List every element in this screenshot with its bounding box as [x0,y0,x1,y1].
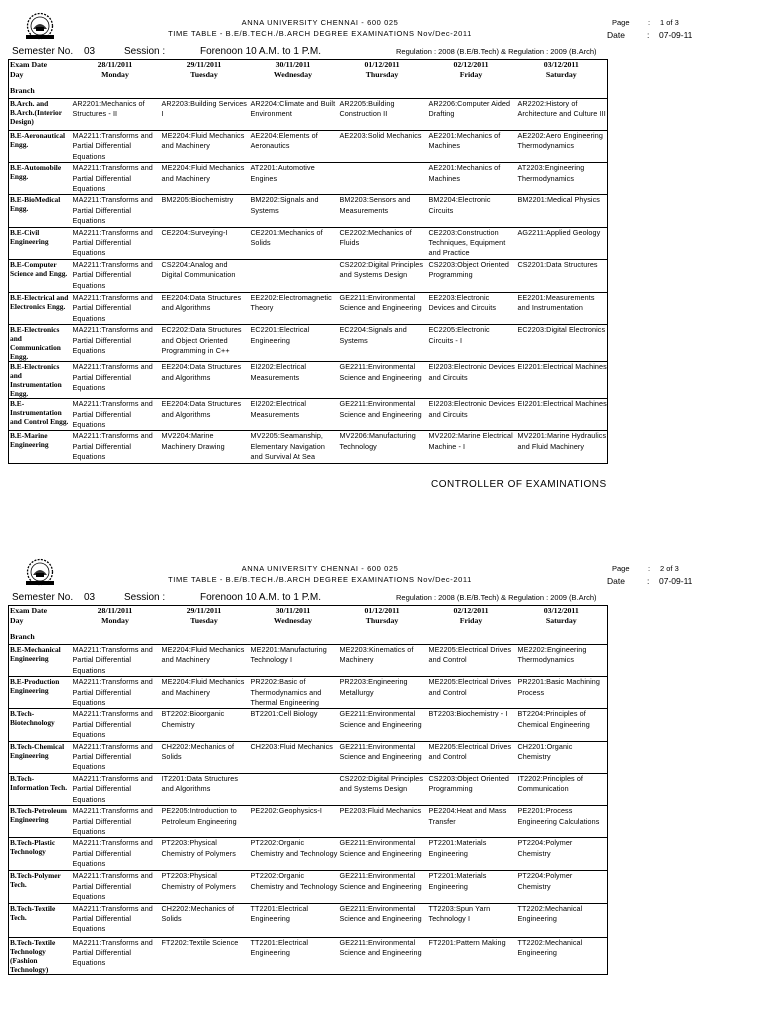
date-line [607,576,692,586]
semester-label: Semester No. [12,46,74,57]
subject-cell: MA2211:Transforms and Partial Differential Equations [71,773,160,805]
day-name: Saturday [545,616,577,625]
date-value: 07-09-11 [659,30,693,40]
table-row [9,163,608,195]
exam-date: 01/12/2011 [364,606,400,615]
subject-cell: BT2203:Biochemistry - I [427,709,516,741]
day-label: Day [10,616,24,625]
subject-cell: EC2205:Electronic Circuits - I [427,325,516,362]
subject-cell: MA2211:Transforms and Partial Differential Equations [71,325,160,362]
table-row [9,773,608,805]
date-label: Date [607,576,625,586]
timetable-title: TIME TABLE - B.E/B.TECH./B.ARCH DEGREE EXAMINATIONS Nov/Dec-2011 [168,575,472,584]
table-row [9,325,608,362]
day-header-row [9,70,608,80]
subject-cell: BM2202:Signals and Systems [249,195,338,227]
subject-cell: PT2202:Organic Chemistry and Technology [249,871,338,903]
subject-cell: AR2205:Building Construction II [338,99,427,131]
branch-name: B.E-Mechanical Engineering [9,645,71,677]
subject-cell: CS2201:Data Structures [516,259,608,292]
date-value: 07-09-11 [659,576,693,586]
subject-cell: CS2203:Object Oriented Programming [427,773,516,805]
session-label: Session : [124,592,166,603]
subject-cell: CH2202:Mechanics of Solids [160,741,249,773]
branch-name: B.Tech-Biotechnology [9,709,71,741]
day-name: Saturday [545,70,577,79]
subject-cell: EI2201:Electrical Machines [516,399,608,431]
subject-cell: GE2211:Environmental Science and Engineering [338,362,427,399]
subject-cell: MA2211:Transforms and Partial Differential Equations [71,903,160,937]
day-name: Tuesday [190,70,218,79]
subject-cell: BM2204:Electronic Circuits [427,195,516,227]
subject-cell: BT2201:Cell Biology [249,709,338,741]
exam-date: 03/12/2011 [543,60,579,69]
session-label: Session : [124,46,166,57]
subject-cell: EE2204:Data Structures and Algorithms [160,292,249,324]
subject-cell: GE2211:Environmental Science and Engineering [338,741,427,773]
page-colon: : [648,18,651,27]
subject-cell: MA2211:Transforms and Partial Differential Equations [71,131,160,163]
exam-date-label: Exam Date [10,606,48,615]
subject-cell: MA2211:Transforms and Partial Differential Equations [71,195,160,227]
subject-cell: MA2211:Transforms and Partial Differential Equations [71,292,160,324]
subject-cell: MV2205:Seamanship, Elementary Navigation and Survival At Sea [249,431,338,464]
subject-cell: GE2211:Environmental Science and Engineering [338,937,427,974]
branch-name: B.E-Marine Engineering [9,431,71,464]
subject-cell: ME2202:Engineering Thermodynamics [516,645,608,677]
day-name: Tuesday [190,616,218,625]
subject-cell: PT2204:Polymer Chemistry [516,871,608,903]
subject-cell: CE2201:Mechanics of Solids [249,227,338,259]
exam-date: 28/11/2011 [97,606,133,615]
date-label: Date [607,30,625,40]
table-row [9,259,608,292]
subject-cell: TT2201:Electrical Engineering [249,937,338,974]
date-colon: : [647,576,650,586]
subject-cell: CE2203:Construction Techniques, Equipment and Practice [427,227,516,259]
branch-name: B.E-Electronics and Instrumentation Engg. [9,362,71,399]
date-header-row [9,60,608,71]
subject-cell: MA2211:Transforms and Partial Differential Equations [71,431,160,464]
university-name: ANNA UNIVERSITY CHENNAI - 600 025 [241,564,399,573]
university-name: ANNA UNIVERSITY CHENNAI - 600 025 [241,18,399,27]
branch-name: B.Arch. and B.Arch.(Interior Design) [9,99,71,131]
branch-label: Branch [10,86,35,95]
session-value: Forenoon 10 A.M. to 1 P.M. [200,592,321,603]
subject-cell: EE2203:Electronic Devices and Circuits [427,292,516,324]
subject-cell: ME2204:Fluid Mechanics and Machinery [160,163,249,195]
branch-name: B.E-Computer Science and Engg. [9,259,71,292]
branch-name: B.E-Automobile Engg. [9,163,71,195]
subject-cell: FT2201:Pattern Making [427,937,516,974]
subject-cell: MA2211:Transforms and Partial Differential Equations [71,163,160,195]
subject-cell: GE2211:Environmental Science and Engineering [338,709,427,741]
subject-cell: AE2202:Aero Engineering Thermodynamics [516,131,608,163]
exam-date-label: Exam Date [10,60,48,69]
table-row [9,131,608,163]
day-name: Thursday [365,70,399,79]
table-row [9,227,608,259]
subject-cell: MA2211:Transforms and Partial Differential Equations [71,806,160,838]
branch-name: B.E-BioMedical Engg. [9,195,71,227]
subject-cell: PR2201:Basic Machining Process [516,677,608,709]
subject-cell: TT2202:Mechanical Engineering [516,903,608,937]
table-row [9,362,608,399]
subject-cell: PT2204:Polymer Chemistry [516,838,608,871]
date-colon: : [647,30,650,40]
branch-name: B.Tech-Information Tech. [9,773,71,805]
table-row [9,709,608,741]
subject-cell: BM2205:Biochemistry [160,195,249,227]
page-number-line [612,18,679,27]
subject-cell: MA2211:Transforms and Partial Differential Equations [71,741,160,773]
subject-cell: EI2203:Electronic Devices and Circuits [427,399,516,431]
subject-cell: AR2203:Building Services I [160,99,249,131]
subject-cell: IT2201:Data Structures and Algorithms [160,773,249,805]
regulation-note: Regulation : 2008 (B.E/B.Tech) & Regulation : 2009 (B.Arch) [396,47,597,56]
subject-cell: MA2211:Transforms and Partial Differential Equations [71,677,160,709]
branch-name: B.E-Civil Engineering [9,227,71,259]
subject-cell: AR2201:Mechanics of Structures - II [71,99,160,131]
subject-cell: MA2211:Transforms and Partial Differential Equations [71,645,160,677]
subject-cell: CS2203:Object Oriented Programming [427,259,516,292]
subject-cell: AE2201:Mechanics of Machines [427,131,516,163]
branch-label: Branch [10,632,35,641]
subject-cell: ME2205:Electrical Drives and Control [427,677,516,709]
subject-cell: IT2202:Principles of Communication [516,773,608,805]
subject-cell: AT2201:Automotive Engines [249,163,338,195]
day-name: Monday [101,616,129,625]
subject-cell: GE2211:Environmental Science and Engineering [338,399,427,431]
subject-cell: CH2202:Mechanics of Solids [160,903,249,937]
subject-cell: AR2204:Climate and Built Environment [249,99,338,131]
semester-session-row [12,592,642,604]
subject-cell: EC2204:Signals and Systems [338,325,427,362]
date-line [607,30,692,40]
day-name: Friday [459,616,483,625]
table-row [9,677,608,709]
subject-cell: CS2202:Digital Principles and Systems Design [338,259,427,292]
subject-cell: PR2203:Engineering Metallurgy [338,677,427,709]
subject-cell: TT2203:Spun Yarn Technology I [427,903,516,937]
subject-cell: AE2201:Mechanics of Machines [427,163,516,195]
subject-cell: CE2204:Surveying-I [160,227,249,259]
subject-cell: EI2202:Electrical Measurements [249,399,338,431]
semester-label: Semester No. [12,592,74,603]
subject-cell: ME2204:Fluid Mechanics and Machinery [160,645,249,677]
subject-cell: MV2206:Manufacturing Technology [338,431,427,464]
exam-date: 29/11/2011 [186,60,222,69]
subject-cell: EE2204:Data Structures and Algorithms [160,399,249,431]
exam-date: 30/11/2011 [275,606,311,615]
page-label: Page [612,18,630,27]
subject-cell: EE2204:Data Structures and Algorithms [160,362,249,399]
branch-name: B.E-Production Engineering [9,677,71,709]
subject-cell: TT2201:Electrical Engineering [249,903,338,937]
semester-value: 03 [84,592,96,603]
branch-name: B.E-Aeronautical Engg. [9,131,71,163]
branch-name: B.E-Electronics and Communication Engg. [9,325,71,362]
exam-date: 28/11/2011 [97,60,133,69]
subject-cell: MV2201:Marine Hydraulics and Fluid Machinery [516,431,608,464]
table-row [9,292,608,324]
subject-cell: EC2202:Data Structures and Object Oriented Programming in C++ [160,325,249,362]
subject-cell: MA2211:Transforms and Partial Differential Equations [71,937,160,974]
subject-cell: ME2203:Kinematics of Machinery [338,645,427,677]
day-name: Thursday [365,616,399,625]
subject-cell: MA2211:Transforms and Partial Differential Equations [71,709,160,741]
table-row [9,871,608,903]
subject-cell: PE2205:Introduction to Petroleum Engineering [160,806,249,838]
exam-date: 02/12/2011 [453,606,489,615]
subject-cell: MA2211:Transforms and Partial Differential Equations [71,838,160,871]
subject-cell: EC2203:Digital Electronics [516,325,608,362]
subject-cell: PE2204:Heat and Mass Transfer [427,806,516,838]
page-number: 2 of 3 [660,564,679,573]
day-name: Friday [459,70,483,79]
table-row [9,399,608,431]
subject-cell: MV2204:Marine Machinery Drawing [160,431,249,464]
timetable-title: TIME TABLE - B.E/B.TECH./B.ARCH DEGREE EXAMINATIONS Nov/Dec-2011 [168,29,472,38]
page-colon: : [648,564,651,573]
branch-name: B.E-Instrumentation and Control Engg. [9,399,71,431]
subject-cell: MA2211:Transforms and Partial Differential Equations [71,399,160,431]
subject-cell: BM2201:Medical Physics [516,195,608,227]
subject-cell: ME2204:Fluid Mechanics and Machinery [160,677,249,709]
subject-cell [249,259,338,292]
branch-name: B.Tech-Polymer Tech. [9,871,71,903]
table-row [9,806,608,838]
subject-cell: GE2211:Environmental Science and Engineering [338,903,427,937]
controller-of-examinations: CONTROLLER OF EXAMINATIONS [431,479,607,490]
subject-cell: AR2206:Computer Aided Drafting [427,99,516,131]
subject-cell: MA2211:Transforms and Partial Differential Equations [71,871,160,903]
page-label: Page [612,564,630,573]
exam-timetable [8,605,608,975]
exam-date: 03/12/2011 [543,606,579,615]
subject-cell: EI2201:Electrical Machines [516,362,608,399]
day-name: Wednesday [273,70,313,79]
subject-cell: ME2201:Manufacturing Technology I [249,645,338,677]
subject-cell: ME2205:Electrical Drives and Control [427,645,516,677]
subject-cell: AE2204:Elements of Aeronautics [249,131,338,163]
subject-cell: CS2202:Digital Principles and Systems Design [338,773,427,805]
subject-cell: BT2202:Bioorganic Chemistry [160,709,249,741]
page-number: 1 of 3 [660,18,679,27]
subject-cell: ME2205:Electrical Drives and Control [427,741,516,773]
branch-name: B.Tech-Chemical Engineering [9,741,71,773]
table-row [9,838,608,871]
subject-cell: CH2203:Fluid Mechanics [249,741,338,773]
semester-session-row [12,46,642,58]
branch-name: B.Tech-Petroleum Engineering [9,806,71,838]
branch-name: B.E-Electrical and Electronics Engg. [9,292,71,324]
day-name: Monday [101,70,129,79]
subject-cell: PT2201:Materials Engineering [427,871,516,903]
subject-cell: GE2211:Environmental Science and Engineering [338,838,427,871]
subject-cell: EE2201:Measurements and Instrumentation [516,292,608,324]
date-header-row [9,606,608,617]
subject-cell: AG2211:Applied Geology [516,227,608,259]
subject-cell: EI2203:Electronic Devices and Circuits [427,362,516,399]
subject-cell: TT2202:Mechanical Engineering [516,937,608,974]
subject-cell [338,163,427,195]
subject-cell: PE2201:Process Engineering Calculations [516,806,608,838]
subject-cell: CE2202:Mechanics of Fluids [338,227,427,259]
branch-name: B.Tech-Textile Tech. [9,903,71,937]
table-row [9,99,608,131]
exam-date: 02/12/2011 [453,60,489,69]
subject-cell: EC2201:Electrical Engineering [249,325,338,362]
subject-cell: PT2201:Materials Engineering [427,838,516,871]
day-header-row [9,616,608,626]
day-name: Wednesday [273,616,313,625]
subject-cell: PE2203:Fluid Mechanics [338,806,427,838]
subject-cell: AR2202:History of Architecture and Culture III [516,99,608,131]
exam-date: 30/11/2011 [275,60,311,69]
table-row [9,431,608,464]
regulation-note: Regulation : 2008 (B.E/B.Tech) & Regulation : 2009 (B.Arch) [396,593,597,602]
table-row [9,937,608,974]
day-label: Day [10,70,24,79]
subject-cell: PT2202:Organic Chemistry and Technology [249,838,338,871]
subject-cell: MV2202:Marine Electrical Machine - I [427,431,516,464]
subject-cell: GE2211:Environmental Science and Engineering [338,292,427,324]
subject-cell: AE2203:Solid Mechanics [338,131,427,163]
table-row [9,741,608,773]
subject-cell [249,773,338,805]
branch-name: B.Tech-Textile Technology (Fashion Technology) [9,937,71,974]
subject-cell: GE2211:Environmental Science and Engineering [338,871,427,903]
table-row [9,903,608,937]
exam-date: 29/11/2011 [186,606,222,615]
branch-name: B.Tech-Plastic Technology [9,838,71,871]
subject-cell: EE2202:Electromagnetic Theory [249,292,338,324]
semester-value: 03 [84,46,96,57]
session-value: Forenoon 10 A.M. to 1 P.M. [200,46,321,57]
subject-cell: ME2204:Fluid Mechanics and Machinery [160,131,249,163]
subject-cell: CH2201:Organic Chemistry [516,741,608,773]
subject-cell: MA2211:Transforms and Partial Differential Equations [71,362,160,399]
exam-date: 01/12/2011 [364,60,400,69]
page-number-line [612,564,679,573]
branch-header-row [9,626,608,645]
subject-cell: MA2211:Transforms and Partial Differential Equations [71,259,160,292]
branch-header-row [9,80,608,99]
subject-cell: AT2203:Engineering Thermodynamics [516,163,608,195]
subject-cell: BM2203:Sensors and Measurements [338,195,427,227]
subject-cell: PT2203:Physical Chemistry of Polymers [160,871,249,903]
subject-cell: BT2204:Principles of Chemical Engineering [516,709,608,741]
subject-cell: PR2202:Basic of Thermodynamics and Thermal Engineering [249,677,338,709]
subject-cell: EI2202:Electrical Measurements [249,362,338,399]
table-row [9,195,608,227]
subject-cell: PT2203:Physical Chemistry of Polymers [160,838,249,871]
subject-cell: FT2202:Textile Science [160,937,249,974]
table-row [9,645,608,677]
subject-cell: PE2202:Geophysics-I [249,806,338,838]
subject-cell: MA2211:Transforms and Partial Differential Equations [71,227,160,259]
exam-timetable [8,59,608,464]
subject-cell: CS2204:Analog and Digital Communication [160,259,249,292]
